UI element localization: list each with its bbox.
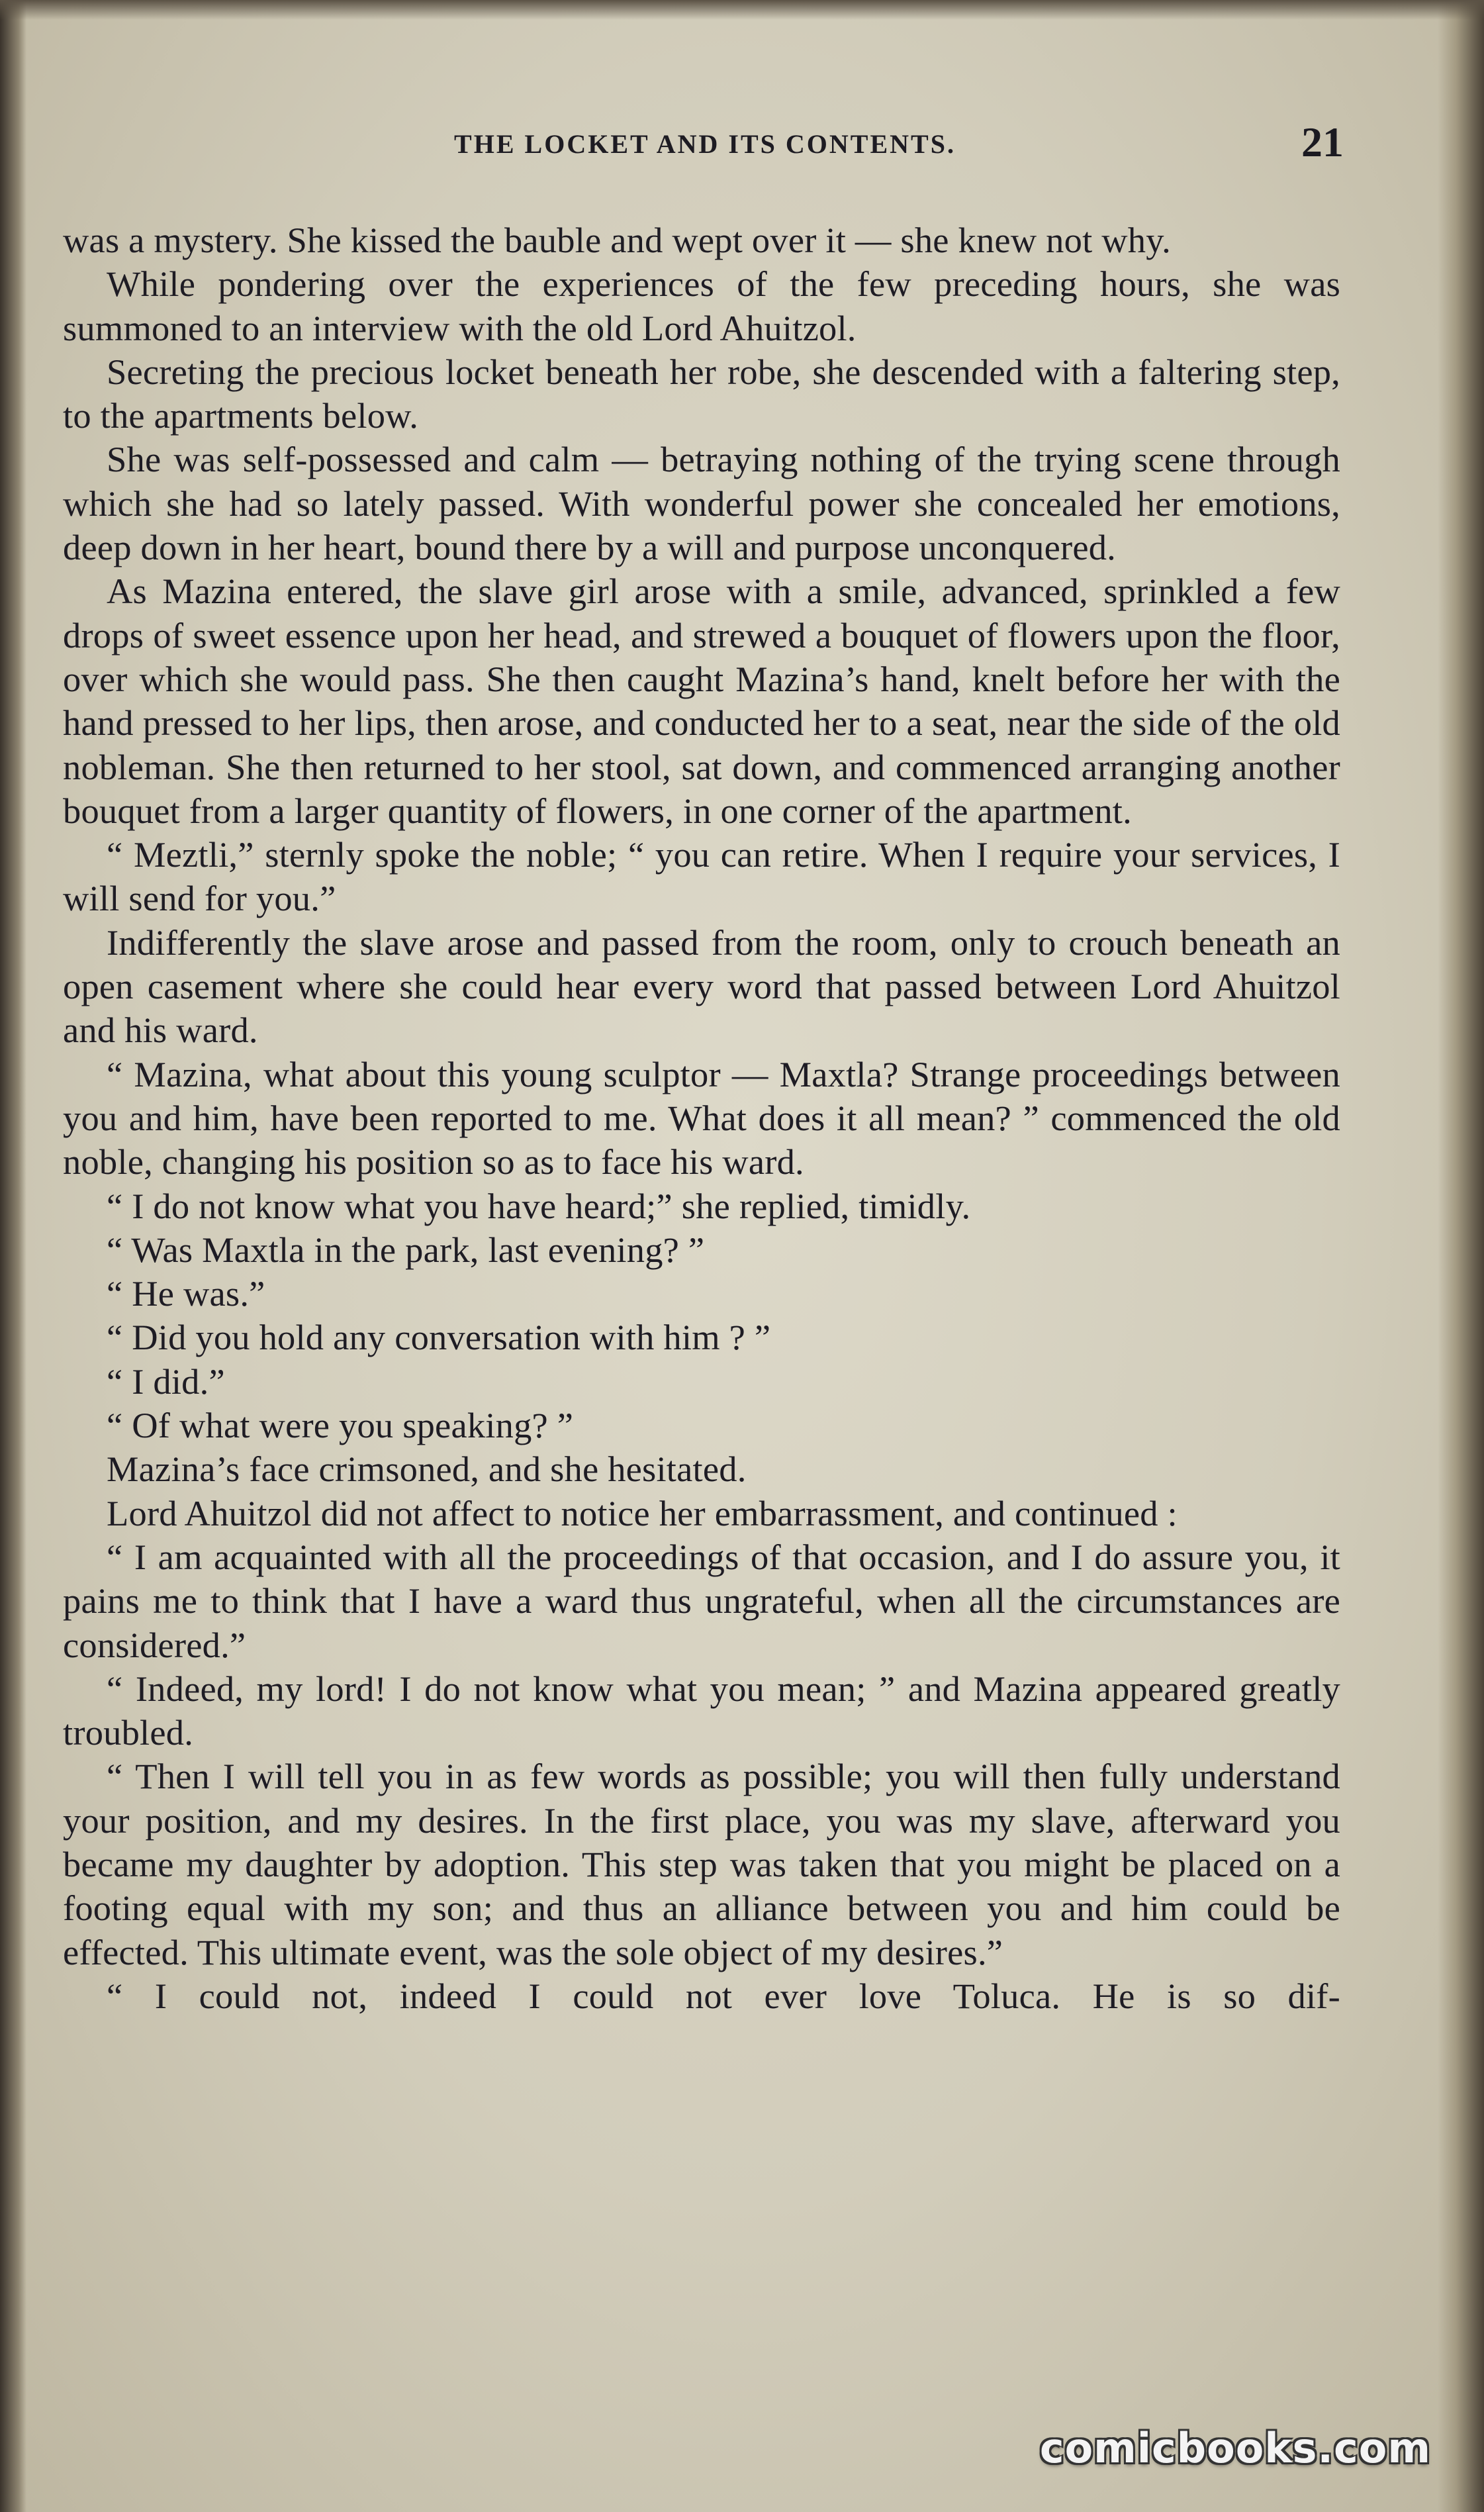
paragraph: “ I am acquainted with all the proceedings of that occasion, and I do assure you, it pains me to think that I have a ward thus ungrateful, when all the circumstances are considered.” [63,1536,1340,1665]
paragraph: Lord Ahuitzol did not affect to notice her embarrassment, and continued : [107,1492,1178,1533]
paragraph: “ Meztli,” sternly spoke the noble; “ you can retire. When I require your services, I will send for you.” [63,834,1340,919]
paragraph: was a mystery. She kissed the bauble and wept over it — she knew not why. [63,220,1171,260]
paragraph: “ Was Maxtla in the park, last evening? ” [107,1229,705,1270]
paragraph: She was self-possessed and calm — betraying nothing of the trying scene through which she had so lately passed. With wonderful power she concealed her emotions, deep down in her heart, bound there by a will and purpose unconquered. [63,439,1340,568]
paragraph: “ Of what were you speaking? ” [107,1405,574,1446]
page-number: 21 [1301,119,1344,166]
paragraph: Indifferently the slave arose and passed from the room, only to crouch beneath an open casement where she could hear every word that passed between Lord Ahuitzol and his ward. [63,922,1340,1051]
paragraph: Secreting the precious locket beneath her robe, she descended with a faltering step, to the apartments below. [63,351,1340,436]
paragraph: “ I did.” [107,1361,225,1402]
paragraph: As Mazina entered, the slave girl arose with a smile, advanced, sprinkled a few drops of sweet essence upon her head, and strewed a bouquet of flowers upon the floor, over which she would pass. She then caught Mazina’s hand, knelt before her with the hand pressed to her lips, then arose, and conducted her to a seat, near the side of the old nobleman. She then returned to her stool, sat down, and commenced arranging another bouquet from a larger quantity of flowers, in one corner of the apartment. [63,571,1340,831]
running-head: THE LOCKET AND ITS CONTENTS. [454,129,956,159]
paragraph: “ Then I will tell you in as few words as possible; you will then fully understand your position, and my desires. In the first place, you was my slave, afterward you became my daughter by adoption. This step was taken that you might be placed on a footing equal with my son; and thus an alliance between you and him could be effected. This ultimate event, was the sole object of my desires.” [63,1756,1340,1972]
paragraph: “ Did you hold any conversation with him ? ” [107,1317,771,1358]
watermark: comicbooks.com [1039,2424,1431,2472]
paragraph: “ I could not, indeed I could not ever love Toluca. He is so dif- [107,1975,1340,2016]
page-header [66,118,1344,171]
paragraph: “ I do not know what you have heard;” she replied, timidly. [107,1185,971,1226]
page-edge-shadow-right [1438,0,1484,2512]
paragraph: Mazina’s face crimsoned, and she hesitated. [107,1449,747,1490]
paragraph: While pondering over the experiences of the few preceding hours, she was summoned to an interview with the old Lord Ahuitzol. [63,264,1340,348]
paragraph: “ He was.” [107,1273,265,1314]
page-edge-shadow-left [0,0,26,2512]
page-edge-shadow-top [0,0,1484,20]
paragraph: “ Indeed, my lord! I do not know what you mean; ” and Mazina appeared greatly troubled. [63,1668,1340,1753]
paragraph: “ Mazina, what about this young sculptor — Maxtla? Strange proceedings between you and him, have been reported to me. What does it all mean? ” commenced the old noble, changing his position so as to face his ward. [63,1053,1340,1183]
body-text [63,218,1340,2018]
